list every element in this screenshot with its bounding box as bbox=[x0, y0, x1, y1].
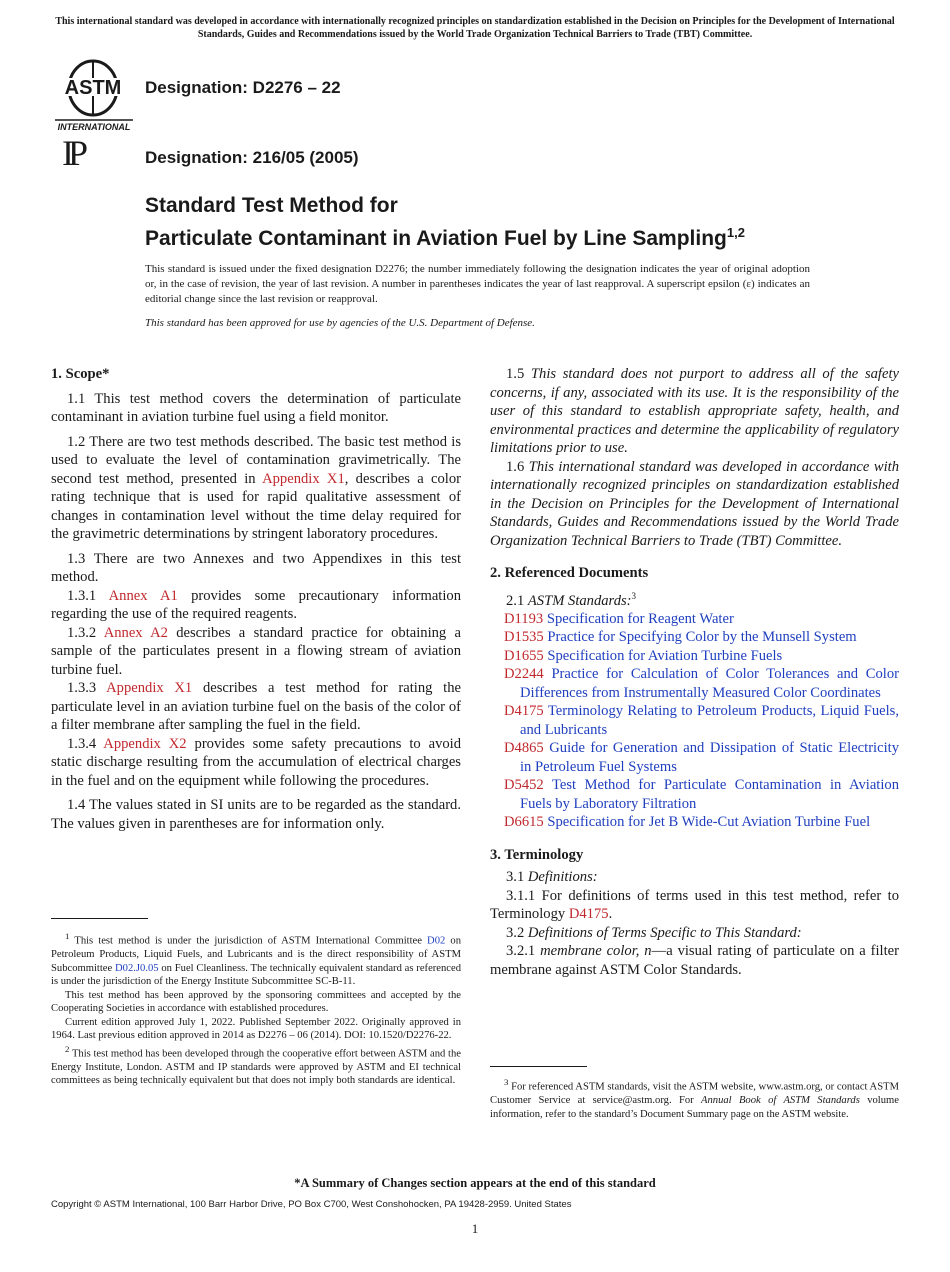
para-1-3-4: 1.3.4 Appendix X2 provides some safety precautions to avoid static discharge resulting from the accumulation of electrical charges in the fuel and on the equipment while following the procedures. bbox=[51, 735, 462, 789]
para-1-6: 1.6 This international standard was developed in accordance with internationally recognized principles on standardization established in the Decision on Principles for the Development of International Standards, Guides and Recommendations issued by the World Trade Organization Technical Barriers to Trade (TBT) Committee. bbox=[490, 458, 900, 549]
reference-item[interactable]: D4865 Guide for Generation and Dissipation of Static Electricity in Petroleum Fuel Systems bbox=[504, 740, 899, 775]
footnote-3: $^3$ For referenced ASTM standards, visit the ASTM website, www.astm.org, or contact ASTM Customer Service at service@astm.org. For Annual Book of ASTM Standards volume information, refer to the standard’s Document Summary page on the ASTM website. bbox=[490, 1077, 899, 1120]
left-footnotes bbox=[51, 930, 461, 1088]
reference-list bbox=[490, 610, 899, 832]
summary-of-changes-note: *A Summary of Changes section appears at the end of this standard bbox=[294, 1176, 656, 1190]
para-1-3-2: 1.3.2 Annex A2 describes a standard practice for obtaining a sample of the particulates present in a flowing stream of aviation turbine fuel. bbox=[51, 624, 461, 678]
footnote-1: $^1$ This test method is under the jurisdiction of ASTM International Committee D02 on Petroleum Products, Liquid Fuels, and Lubricants and is the direct responsibility of ASTM Subcommittee D02.J0.05 on Fuel Cleanliness. The technically equivalent standard as referenced is under the jurisdiction of the Energy Institute Subcommittee SC-B-11. bbox=[51, 931, 461, 988]
para-1-4: 1.4 The values stated in SI units are to be regarded as the standard. The values given in parentheses are for information only. bbox=[51, 797, 461, 832]
reference-item[interactable]: D1655 Specification for Aviation Turbine Fuels bbox=[504, 647, 783, 664]
footnote-edition: Current edition approved July 1, 2022. Published September 2022. Originally approved in 1964. Last previous edition approved in 2014 as D2276 – 06 (2014). DOI: 10.1520/D2276-22. bbox=[51, 1016, 461, 1042]
ip-designation: Designation: 216/05 (2005) bbox=[145, 148, 359, 167]
tbt-banner: This international standard was developed in accordance with internationally recognized principles on standardization established in the Decision on Principles for the Development of International Standards, Guides and Recommendations issued by the World Trade Organization Technical Barriers to Trade (TBT) Committee. bbox=[55, 16, 895, 40]
reference-item[interactable]: D1193 Specification for Reagent Water bbox=[504, 610, 734, 627]
para-3-2: 3.2 Definitions of Terms Specific to This Standard: bbox=[506, 924, 802, 941]
title-footnote-refs: 1,2 bbox=[726, 225, 745, 240]
astm-logo bbox=[53, 58, 135, 132]
page-number: 1 bbox=[471, 1221, 479, 1236]
para-3-2-1: 3.2.1 membrane color, n—a visual rating of particulate on a filter membrane against ASTM Color Standards. bbox=[490, 943, 899, 978]
referenced-documents-heading: 2. Referenced Documents bbox=[490, 565, 649, 581]
astm-designation: Designation: D2276 – 22 bbox=[145, 78, 341, 97]
para-1-2: 1.2 There are two test methods described. The basic test method is used to evaluate the level of contamination gravimetrically. The second test method, presented in Appendix X1, describes a color rating technique that is used for rapid qualitative assessment of changes in contamination level without the time delay required for the gravimetric determinations by stringent laboratory procedures. bbox=[51, 433, 461, 542]
astm-logo-subtext: INTERNATIONAL bbox=[57, 122, 131, 132]
d4175-link[interactable]: D4175 bbox=[568, 906, 609, 923]
para-2-1: 2.1 ASTM Standards:$^3$ bbox=[506, 590, 637, 609]
copyright-line: Copyright © ASTM International, 100 Barr Harbor Drive, PO Box C700, West Conshohocken, PA 19428-2959. United States bbox=[51, 1199, 572, 1210]
terminology-heading: 3. Terminology bbox=[490, 846, 584, 863]
appendix-x1-link[interactable]: Appendix X1 bbox=[262, 470, 345, 487]
para-1-5: 1.5 This standard does not purport to address all of the safety concerns, if any, associated with its use. It is the responsibility of the user of this standard to establish appropriate safety, health, and environmental practices and determine the applicability of regulatory limitations prior to use. bbox=[490, 366, 899, 456]
reference-item[interactable]: D6615 Specification for Jet B Wide-Cut Aviation Turbine Fuel bbox=[504, 814, 871, 831]
para-1-3: 1.3 There are two Annexes and two Appendixes in this test method. bbox=[51, 550, 461, 585]
para-1-3-3: 1.3.3 Appendix X1 describes a test method for rating the particulate level in an aviation turbine fuel on the basis of the color of a filter membrane after sampling the fuel in the field. bbox=[51, 680, 461, 733]
para-3-1-1: 3.1.1 For definitions of terms used in this test method, refer to Terminology D4175. bbox=[490, 887, 899, 923]
annex-a1-link[interactable]: Annex A1 bbox=[108, 587, 178, 604]
astm-logo-text: ASTM bbox=[64, 77, 122, 99]
reference-item[interactable]: D2244 Practice for Calculation of Color Tolerances and Color Differences from Instrumentally Measured Color Coordinates bbox=[504, 666, 899, 701]
reference-item[interactable]: D1535 Practice for Specifying Color by the Munsell System bbox=[504, 629, 857, 646]
d02-j0-05-link[interactable]: D02.J0.05 bbox=[115, 962, 159, 974]
right-footnotes bbox=[490, 1076, 899, 1121]
right-column bbox=[490, 365, 899, 979]
issued-note: This standard is issued under the fixed designation D2276; the number immediately following the designation indicates the year of original adoption or, in the case of revision, the year of last revision. A number in parentheses indicates the year of last reapproval. A superscript epsilon (ε) indicates an editorial change since the last revision or reapproval. bbox=[145, 263, 810, 305]
para-1-3-1: 1.3.1 Annex A1 provides some precautionary information regarding the use of the required reagents. bbox=[51, 587, 462, 622]
footnote-2: $^2$ This test method has been developed through the cooperative effort between ASTM and the Energy Institute, London. ASTM and IP standards were approved by ASTM and EI technical committees as being technically equivalent but that does not imply both standards are identical. bbox=[51, 1043, 461, 1087]
right-footnote-rule bbox=[490, 1066, 587, 1067]
left-footnote-rule bbox=[51, 918, 148, 919]
para-3-1: 3.1 Definitions: bbox=[506, 869, 598, 886]
d02-link[interactable]: D02 bbox=[427, 935, 446, 947]
annex-a2-link[interactable]: Annex A2 bbox=[103, 624, 168, 641]
left-column bbox=[51, 365, 461, 833]
dod-approval-note: This standard has been approved for use by agencies of the U.S. Department of Defense. bbox=[145, 317, 535, 329]
appendix-x1-link-2[interactable]: Appendix X1 bbox=[106, 680, 193, 696]
document-title bbox=[145, 192, 745, 252]
para-1-1: 1.1 This test method covers the determination of particulate contaminant in aviation turbine fuel using a field monitor. bbox=[51, 390, 461, 425]
reference-item[interactable]: D5452 Test Method for Particulate Contamination in Aviation Fuels by Laboratory Filtration bbox=[504, 777, 899, 812]
title-line-2: Particulate Contaminant in Aviation Fuel by Line Sampling$^{1,2}$ bbox=[145, 225, 745, 250]
ip-logo-text: IP bbox=[62, 133, 83, 173]
title-line-1: Standard Test Method for bbox=[145, 194, 398, 217]
ip-logo bbox=[62, 135, 82, 171]
appendix-x2-link[interactable]: Appendix X2 bbox=[103, 735, 187, 752]
scope-heading: 1. Scope* bbox=[51, 366, 110, 382]
reference-item[interactable]: D4175 Terminology Relating to Petroleum Products, Liquid Fuels, and Lubricants bbox=[504, 703, 900, 738]
footnote-cooperating: This test method has been approved by the sponsoring committees and accepted by the Cooperating Societies in accordance with established procedures. bbox=[51, 989, 461, 1015]
